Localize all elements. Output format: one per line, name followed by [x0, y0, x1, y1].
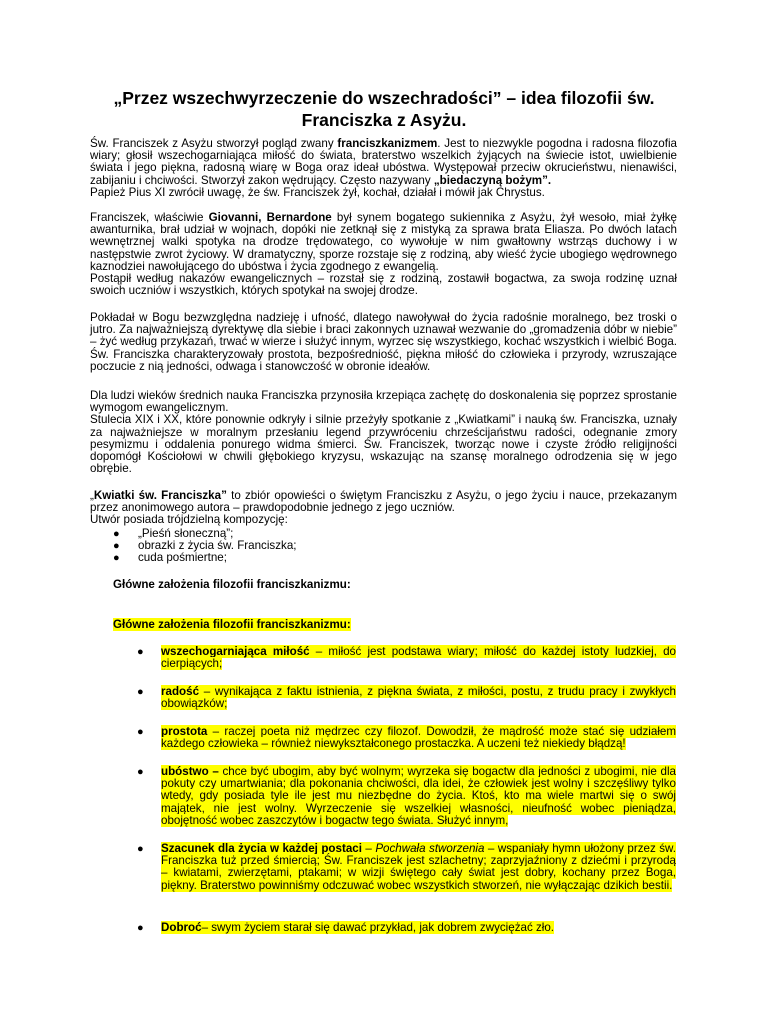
- principle-text: – miłość jest podstawa wiary; miłość do każdej istoty ludzkiej, do cierpiących;: [161, 645, 677, 671]
- principle-term: ubóstwo –: [161, 765, 219, 778]
- bold-term: franciszkanizmem: [337, 137, 438, 150]
- principle-term: radość: [161, 685, 200, 698]
- principle-text: – swym życiem starał się dawać przykład, jak dobrem zwyciężać zło.: [201, 921, 555, 934]
- bullet-icon: ●: [137, 726, 144, 738]
- text: był synem bogatego sukiennika z Asyżu, żył wesoło, miał żyłkę awanturnika, brał udział w wojnach, dopóki nie zetknął się z mistyką za sprawa brata Eliasza. Po dwóch latach wewnętrznej walki spotyka na drodze trędowatego, co wywołuje w nim gwałtowny wstrząs duchowy i w następstwie zwrot życiowy. W dramatyczny, sporze rozstaje się z rodziną, aby wieść życie ubogiego wędrownego kaznodziei nawołującego do ubóstwa i życia zgodnego z ewangelią.: [90, 211, 677, 273]
- principle-term: wszechogarniająca miłość: [161, 645, 310, 658]
- text: Franciszek, właściwie: [90, 211, 209, 224]
- text: Utwór posiada trójdzielną kompozycję:: [90, 513, 288, 527]
- principle-text: – raczej poeta niż mędrzec czy filozof. Dowodził, że mądrość może stać się udziałem każdego człowieka – również niewykształconego prostaczka. A uczeni też niekiedy błądzą!: [161, 725, 676, 751]
- list-item: ● „Pieśń słoneczną”;: [113, 528, 297, 540]
- text: Św. Franciszek z Asyżu stworzył pogląd zwany: [90, 137, 338, 150]
- principle-text: – wspaniały hymn ułożony przez św. Franciszka tuż przed śmiercią; Św. Franciszek jest szlachetny; zaprzyjaźniony z dziećmi i przyrodą – kwiatami, zwierzętami, ptakami; w wizji świętego cały świat jest dobry, kochany przez Boga, piękny. Braterstwo powinniśmy odczuwać wobec wszystkich stworzeń, nie wyłączając dzikich bestii.: [161, 842, 676, 892]
- bullet-icon: ●: [137, 646, 144, 658]
- document-title: „Przez wszechwyrzeczenie do wszechradości” – idea filozofii św. Franciszka z Asyżu.: [113, 88, 655, 130]
- bullet-icon: ●: [137, 766, 144, 778]
- principle-item: [137, 843, 676, 892]
- poem-title: Pochwała stworzenia: [375, 842, 485, 855]
- text: . Jest to niezwykle pogodna i radosna filozofia wiary; głosił wszechogarniająca miłość do świata, braterstwo wszelkich żyjących na świecie istot, uwielbienie świata i jego piękna, radosną wiarę w Boga oraz ideał ubóstwa. Występował przeciw okrucieństwu, nienawiści, zabijaniu i chciwości. Stworzył zakon wędrujący. Często nazywany: [90, 137, 677, 187]
- principle-text: –: [361, 842, 376, 855]
- principle-text: chce być ubogim, aby być wolnym; wyrzeka się bogactw dla jedności z ubogimi, nie dla pokuty czy umartwiania; dla pokonania chciwości, dla idei, że człowiek jest wolny i szczęśliwy tylko wtedy, gdy posiada tyle ile jest mu niezbędne do życia. Ktoś, kto ma wiele martwi się o swój majątek, nie jest wolny. Wyrzeczenie się wszelkiej własności, nieufność wobec pieniądza, obojętność wobec zaszczytów i bogactw tego świata. Służyć innym,: [161, 765, 676, 827]
- paragraph-biography: [90, 212, 677, 297]
- section-heading-highlighted: [113, 619, 351, 631]
- composition-list: [113, 528, 297, 565]
- bullet-icon: ●: [137, 843, 144, 855]
- paragraph-intro: [90, 138, 677, 199]
- bullet-icon: ●: [137, 922, 144, 934]
- text: Dla ludzi wieków średnich nauka Franciszka przynosiła krzepiąca zachętę do doskonalenia się poprzez sprostanie wymogom ewangelicznym.: [90, 389, 677, 415]
- text: „: [90, 489, 94, 502]
- principle-item: [137, 726, 676, 750]
- list-item: ● obrazki z życia św. Franciszka;: [113, 540, 297, 552]
- text: to zbiór opowieści o świętym Franciszku z Asyżu, o jego życiu i nauce, przekazanym przez anonimowego autora – prawdopodobnie jednego z jego uczniów.: [90, 489, 677, 515]
- bold-term: Giovanni, Bernardone: [208, 211, 332, 224]
- bold-term: „biedaczyną bożym”.: [433, 173, 552, 187]
- principle-item: [137, 686, 676, 710]
- bold-term: Kwiatki św. Franciszka”: [93, 489, 227, 502]
- principle-item: [137, 922, 676, 934]
- text: Stulecia XIX i XX, które ponownie odkryły i silnie przeżyły spotkanie z „Kwiatkami” i nauką św. Franciszka, uznały za najważniejsze w moralnym przesłaniu legend przywróceniu chrześcijaństwu radości, odegnanie zmory pesymizmu i oddalenia ponurego widma śmierci. Św. Franciszek, tworząc nowe i czyste źródło religijności dopomógł Kościołowi w chwili głębokiego kryzysu, wskazując na szansę moralnego odrodzenia się w jego obrębie.: [90, 413, 677, 476]
- principle-item: [137, 766, 676, 827]
- text: Postąpił według nakazów ewangelicznych – rozstał się z rodziną, zostawił bogactwa, za swoja rodzinę uznał swoich uczniów i wszystkich, których spotykał na swojej drodze.: [90, 272, 677, 298]
- bullet-icon: ●: [137, 686, 144, 698]
- principle-term: Dobroć: [161, 921, 202, 934]
- principle-text: – wynikająca z faktu istnienia, z piękna świata, z miłości, postu, z trudu pracy i zwykłych obowiązków;: [161, 685, 676, 711]
- section-heading: Główne założenia filozofii franciszkanizmu:: [113, 578, 351, 591]
- paragraph-legacy: [90, 390, 677, 475]
- principle-term: prostota: [161, 725, 208, 738]
- paragraph-faith: Pokładał w Bogu bezwzględna nadzieję i ufność, dlatego nawoływał do życia radośnie moralnego, bez troski o jutro. Za najważniejszą dyrektywę dla siebie i braci zakonnych uznawał wezwanie do „gromadzenia dóbr w niebie” – żyć według przykazań, trwać w wierze i służyć innym, wyrzec się wszystkiego, kochać wszystkich i wielbić Boga. Św. Franciszka charakteryzowały prostota, bezpośredniość, piękna miłość do człowieka i przyrody, wzruszające poczucie z nią jedności, odwaga i stanowczość w obronie ideałów.: [90, 311, 677, 373]
- principle-term: Szacunek dla życia w każdej postaci: [161, 842, 362, 855]
- principle-item: [137, 646, 676, 670]
- highlighted-text: Główne założenia filozofii franciszkanizmu:: [113, 618, 351, 631]
- paragraph-kwiatki: [90, 490, 677, 527]
- text: Papież Pius XI zwrócił uwagę, że św. Franciszek żył, kochał, działał i mówił jak Chrystus.: [90, 185, 545, 199]
- list-item: ● cuda pośmiertne;: [113, 552, 297, 564]
